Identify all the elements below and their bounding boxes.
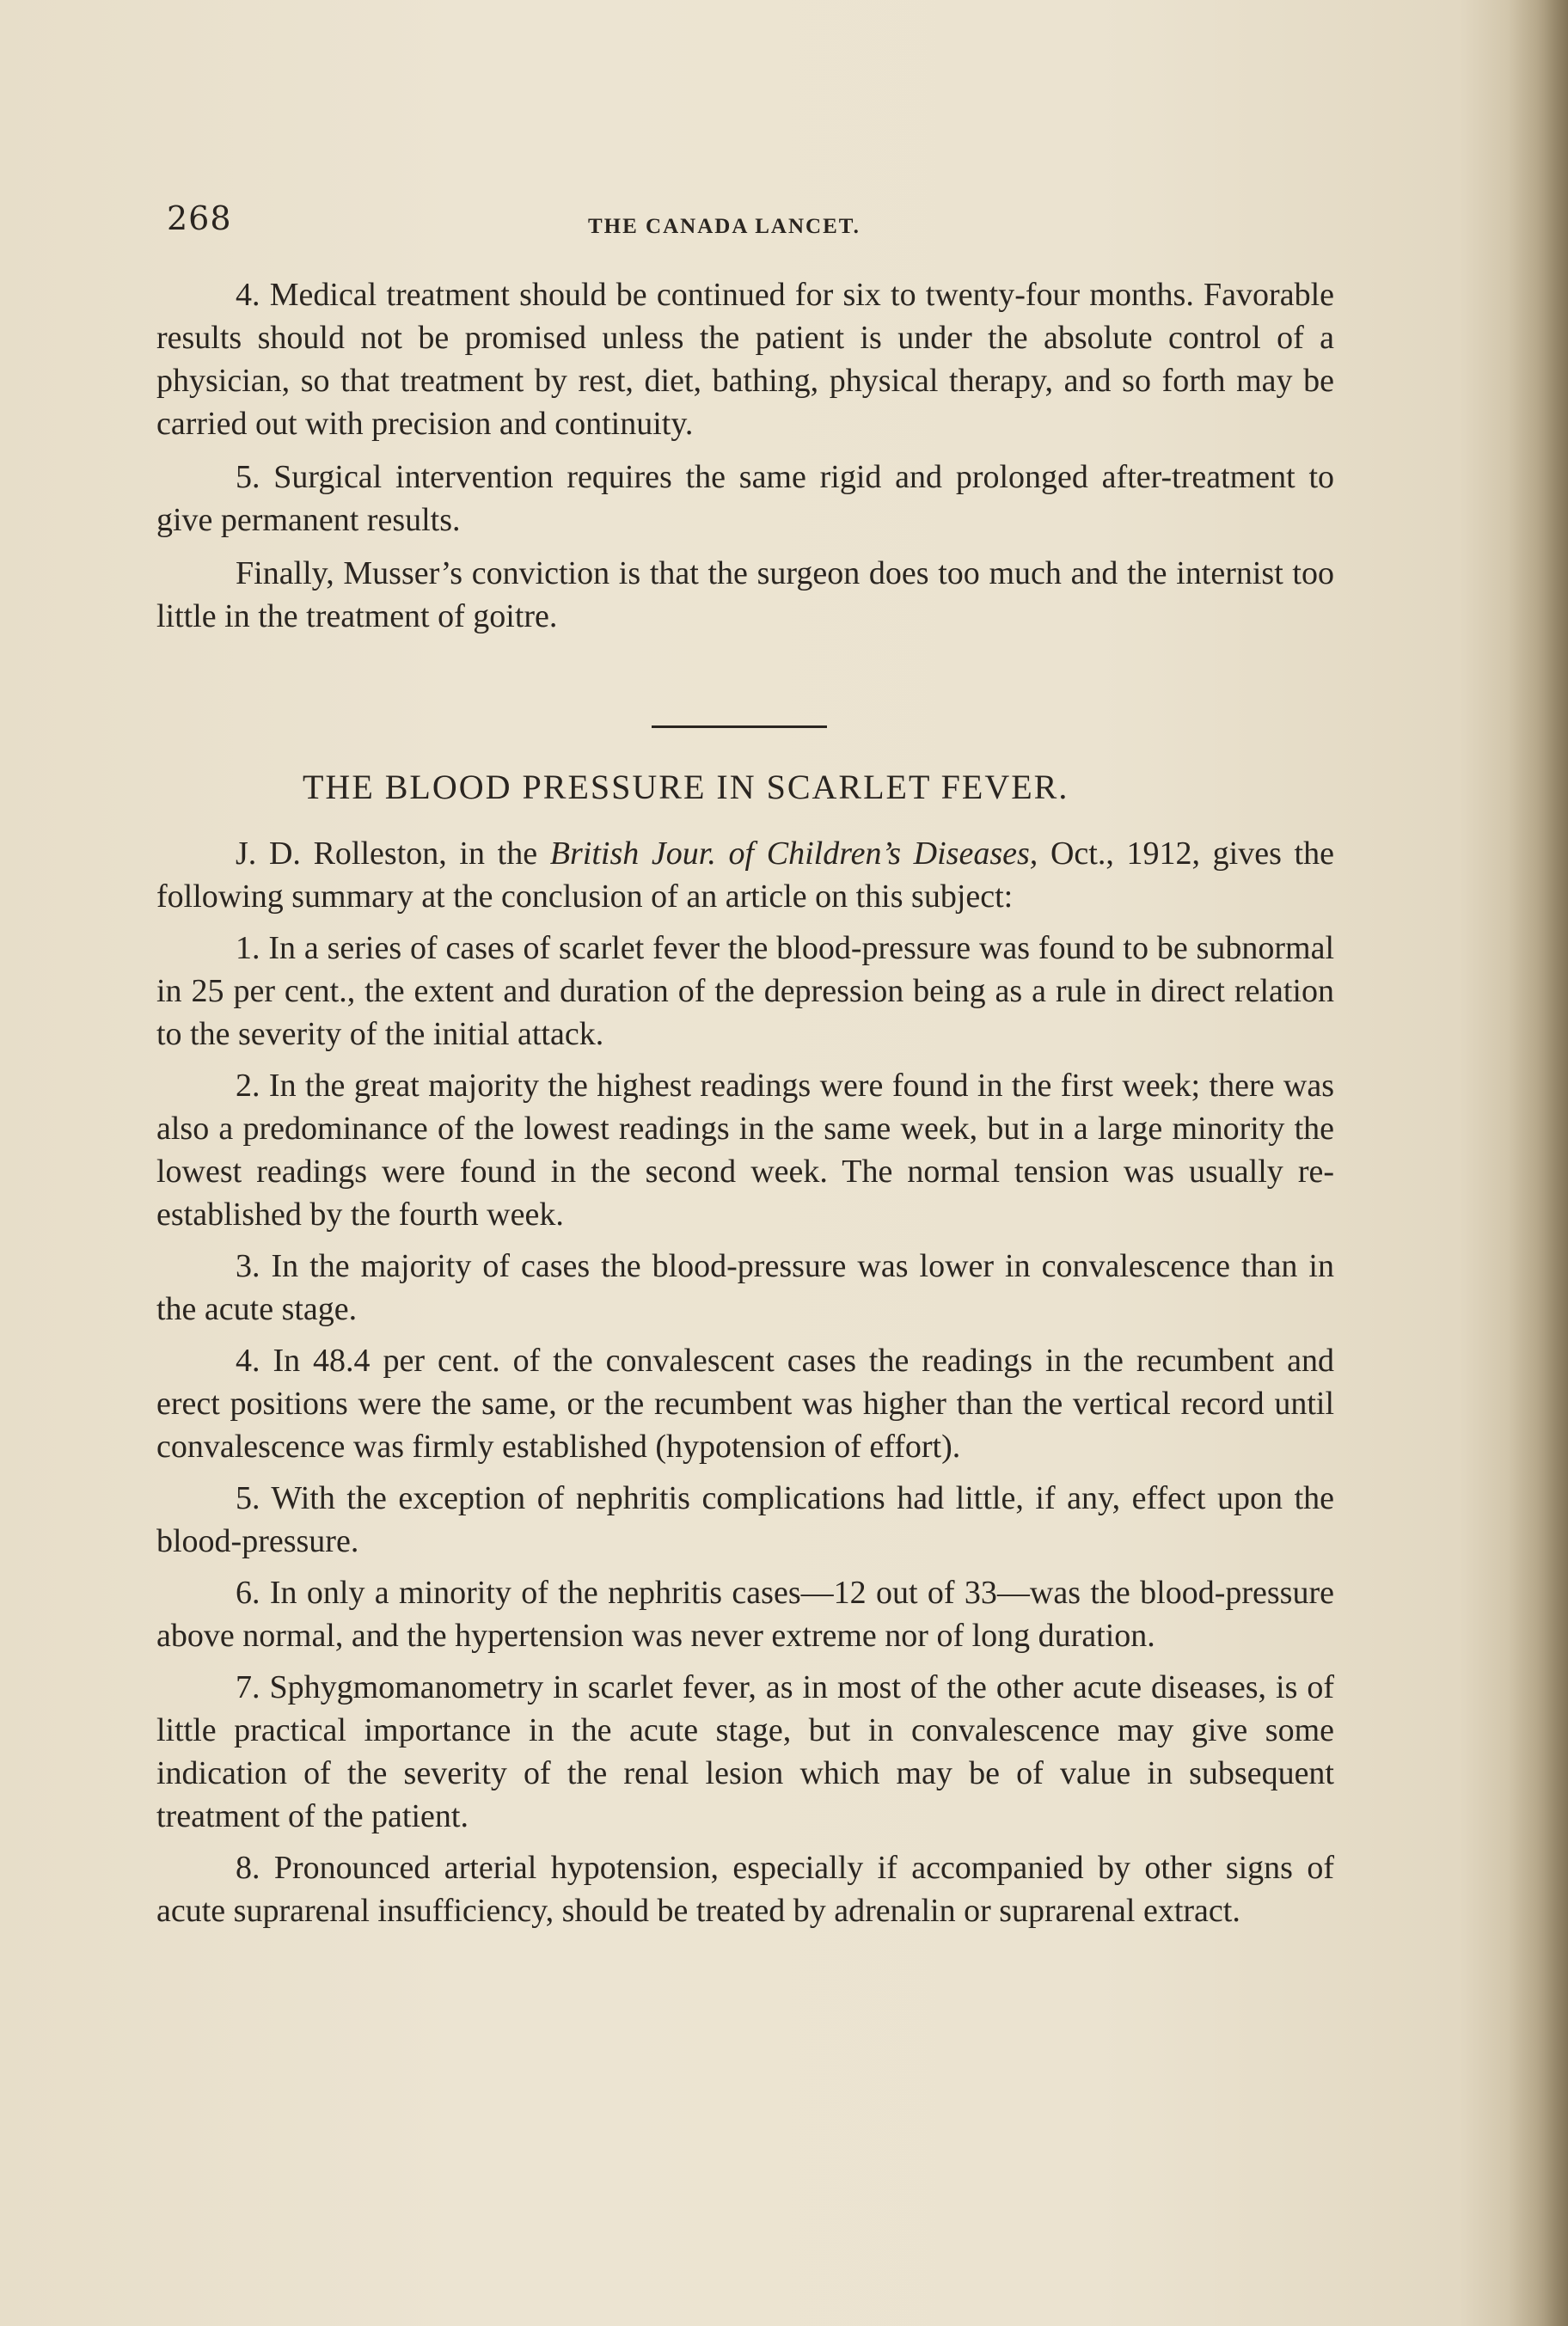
section-title: THE BLOOD PRESSURE IN SCARLET FEVER. — [303, 768, 1069, 806]
lead-text-before: J. D. Rolleston, in the — [236, 836, 550, 872]
summary-point: 4. In 48.4 per cent. of the convalescent cases the readings in the recumbent and erect positions were the same, or the recumbent was higher than the vertical record until convalescence was firmly established (hypotension of effort). — [156, 1343, 1334, 1465]
summary-point: 7. Sphygmomanometry in scarlet fever, as in most of the other acute diseases, is of little practical importance in the acute stage, but in convalescence may give some indication of the severity of the renal lesion which may be of value in subsequent treatment of the patient. — [156, 1669, 1334, 1834]
paragraph: Finally, Musser’s conviction is that the surgeon does too much and the internist too little in the treatment of goitre. — [156, 555, 1334, 634]
lead-paragraph — [156, 832, 1334, 918]
summary-point: 1. In a series of cases of scarlet fever the blood-pressure was found to be subnormal in 25 per cent., the extent and duration of the depression being as a rule in direct relation to the severity of the initial attack. — [156, 930, 1334, 1052]
summary-point: 2. In the great majority the highest readings were found in the first week; there was also a predominance of the lowest readings in the same week, but in a large minority the lowest readings were found in the second week. The normal tension was usually re-established by the fourth week. — [156, 1068, 1334, 1233]
summary-point: 3. In the majority of cases the blood-pressure was lower in convalescence than in the acute stage. — [156, 1248, 1334, 1327]
summary-point: 8. Pronounced arterial hypotension, especially if accompanied by other signs of acute suprarenal insufficiency, should be treated by adrenalin or suprarenal extract. — [156, 1850, 1334, 1929]
lead-text-after: Oct., 1912, gives the following summary at the conclusion of an article on this subject: — [156, 836, 1334, 915]
intro-text — [156, 273, 1334, 648]
summary-point: 6. In only a minority of the nephritis cases—12 out of 33—was the blood-pressure above normal, and the hypertension was never extreme nor of long duration. — [156, 1575, 1334, 1654]
page-number: 268 — [167, 199, 232, 237]
section-divider — [652, 725, 827, 728]
section-body — [156, 832, 1334, 1941]
paragraph: 4. Medical treatment should be continued for six to twenty-four months. Favorable results should not be promised unless the patient is under the absolute control of a physician, so that treatment by rest, diet, bathing, physical therapy, and so forth may be carried out with precision and continuity. — [156, 277, 1334, 442]
summary-point: 5. With the exception of nephritis complications had little, if any, effect upon the blood-pressure. — [156, 1480, 1334, 1559]
running-head: THE CANADA LANCET. — [588, 215, 861, 238]
journal-title: British Jour. of Children’s Diseases, — [549, 836, 1038, 872]
paragraph: 5. Surgical intervention requires the same rigid and prolonged after-treatment to give permanent results. — [156, 459, 1334, 538]
page-edge-shadow — [1508, 0, 1568, 2326]
